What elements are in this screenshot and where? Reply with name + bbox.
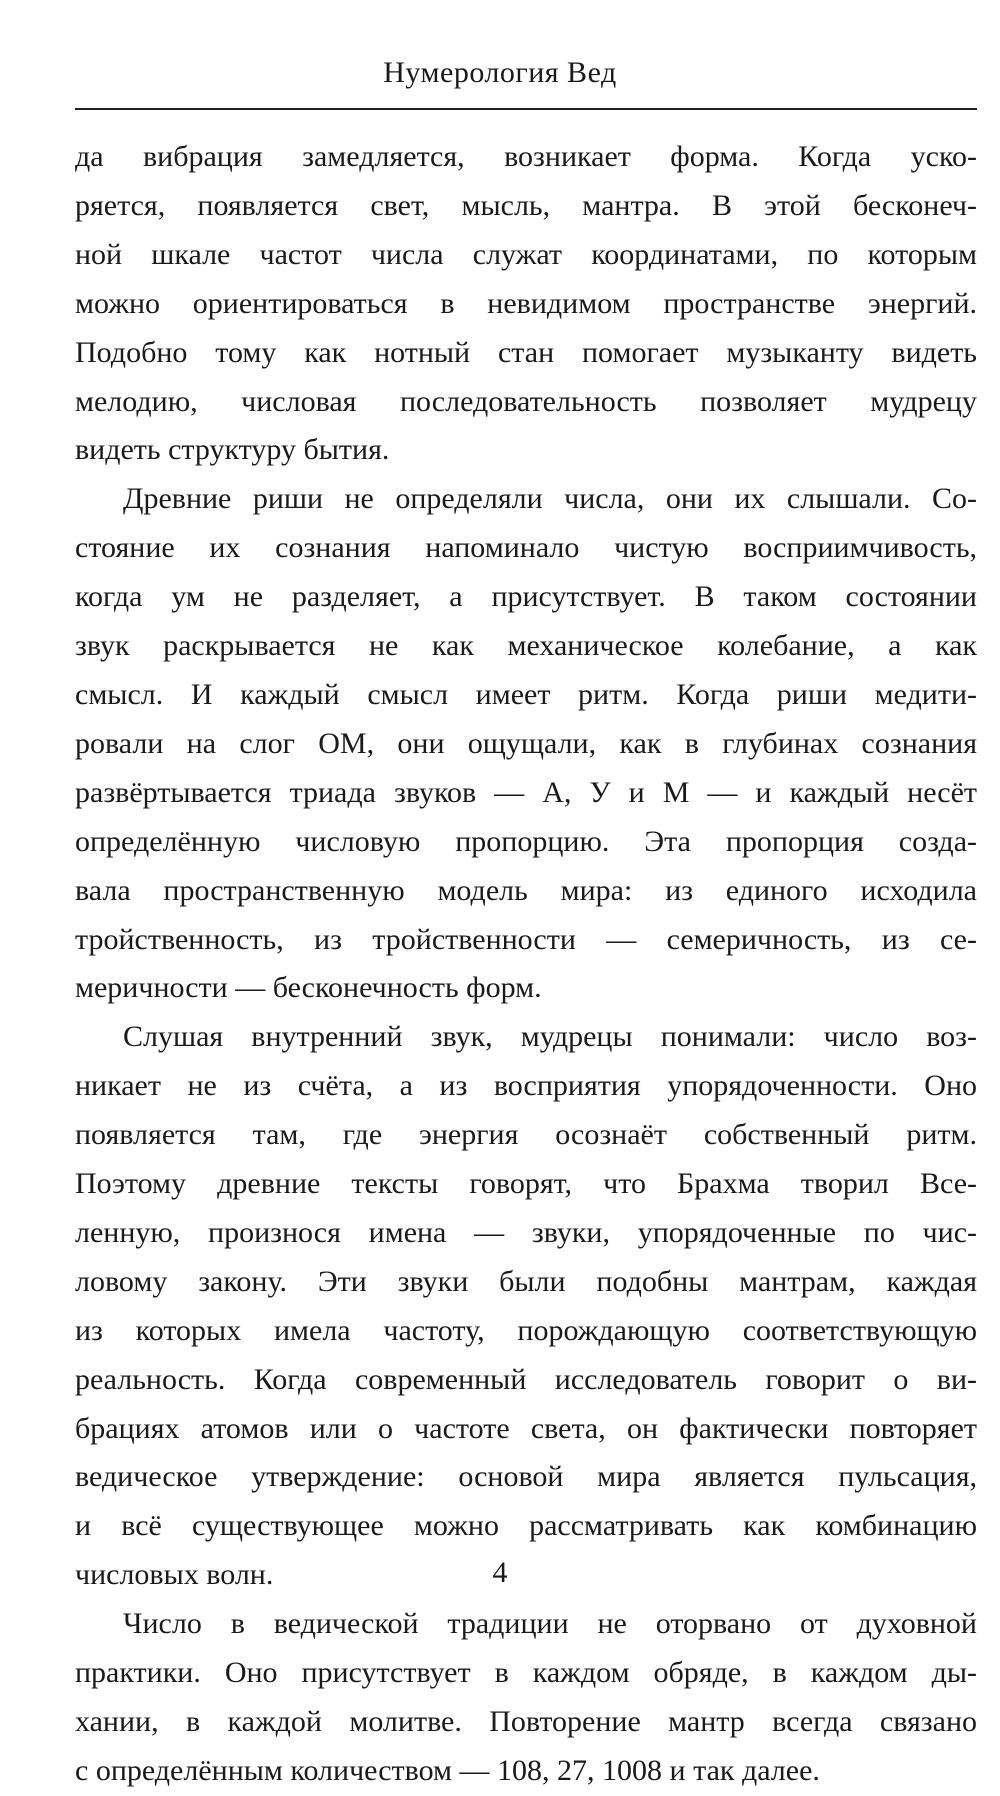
text-line: ведическое утверждение: основой мира является пульсация,: [75, 1460, 977, 1494]
page-number: 4: [492, 1556, 508, 1589]
text-line: Число в ведической традиции не оторвано от духовной: [123, 1607, 977, 1641]
paragraph: [75, 133, 977, 475]
text-line: меричности — бесконечность форм.: [75, 971, 542, 1005]
text-line: с определённым количеством — 108, 27, 1008 и так далее.: [75, 1753, 820, 1787]
text-line: практики. Оно присутствует в каждом обряде, в каждом ды-: [75, 1656, 977, 1690]
paragraph: [75, 475, 977, 1013]
text-line: ровали на слог ОМ, они ощущали, как в глубинах сознания: [75, 726, 977, 760]
text-line: можно ориентироваться в невидимом пространстве энергий.: [75, 286, 977, 320]
text-line: определённую числовую пропорцию. Эта пропорция созда-: [75, 824, 977, 858]
text-line: смысл. И каждый смысл имеет ритм. Когда риши медити-: [75, 677, 977, 711]
text-line: тройственность, из тройственности — семеричность, из се-: [75, 922, 977, 956]
text-line: мелодию, числовая последовательность позволяет мудрецу: [75, 384, 977, 418]
text-line: ленную, произнося имена — звуки, упорядоченные по чис-: [75, 1215, 977, 1249]
paragraph: [75, 1600, 977, 1796]
body-text: [75, 133, 977, 1796]
text-line: появляется там, где энергия осознаёт собственный ритм.: [75, 1118, 977, 1152]
text-line: Поэтому древние тексты говорят, что Брахма творил Все-: [75, 1167, 977, 1201]
text-line: ловому закону. Эти звуки были подобны мантрам, каждая: [75, 1264, 977, 1298]
paragraph: [75, 1013, 977, 1600]
text-line: Подобно тому как нотный стан помогает музыканту видеть: [75, 335, 977, 369]
running-head: Нумерология Вед: [383, 56, 617, 89]
text-line: ряется, появляется свет, мысль, мантра. В этой бесконеч-: [75, 188, 977, 222]
text-line: Слушая внутренний звук, мудрецы понимали: число воз-: [123, 1020, 977, 1054]
text-line: хании, в каждой молитве. Повторение мантр всегда связано: [75, 1705, 977, 1738]
text-line: видеть структуру бытия.: [75, 433, 390, 467]
text-line: да вибрация замедляется, возникает форма. Когда уско-: [75, 140, 977, 173]
text-line: звук раскрывается не как механическое колебание, а как: [75, 629, 977, 663]
text-line: развёртывается триада звуков — А, У и М — и каждый несёт: [75, 775, 977, 809]
text-line: когда ум не разделяет, а присутствует. В таком состоянии: [75, 580, 977, 614]
text-line: стояние их сознания напоминало чистую восприимчивость,: [75, 531, 977, 565]
header-rule: [75, 108, 977, 110]
text-line: реальность. Когда современный исследователь говорит о ви-: [75, 1362, 977, 1396]
text-line: брациях атомов или о частоте света, он фактически повторяет: [75, 1411, 977, 1445]
text-line: Древние риши не определяли числа, они их слышали. Со-: [123, 482, 977, 516]
text-line: ной шкале частот числа служат координатами, по которым: [75, 237, 977, 271]
text-line: и всё существующее можно рассматривать как комбинацию: [75, 1509, 977, 1543]
text-line: числовых волн.: [75, 1558, 274, 1592]
text-line: из которых имела частоту, порождающую соответствующую: [75, 1313, 977, 1347]
text-line: никает не из счёта, а из восприятия упорядоченности. Оно: [75, 1069, 977, 1103]
text-line: вала пространственную модель мира: из единого исходила: [75, 873, 977, 907]
